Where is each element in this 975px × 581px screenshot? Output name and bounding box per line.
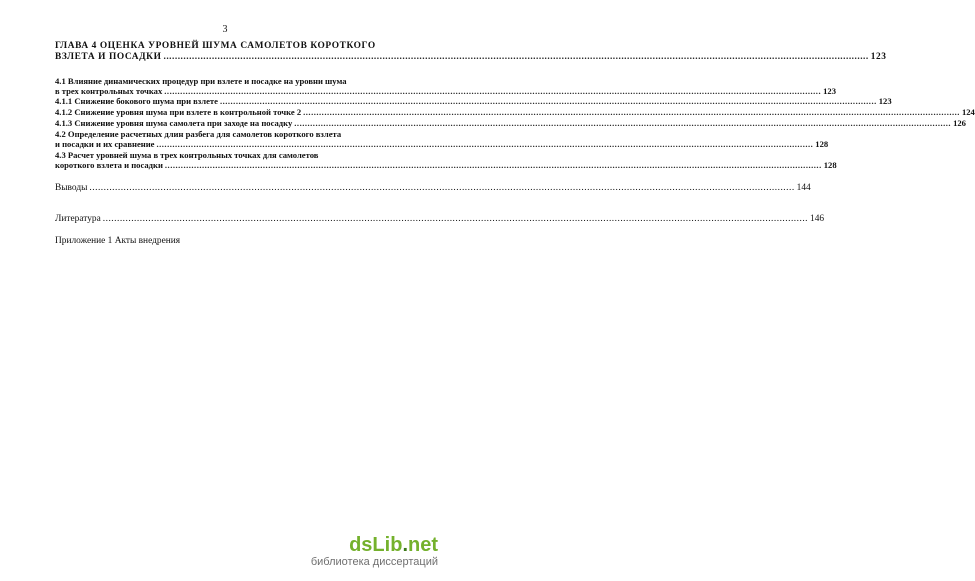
- toc-appendix[interactable]: [55, 236, 400, 246]
- leader-dots: [303, 107, 960, 117]
- logo-tld: net: [408, 534, 438, 556]
- dslib-logo: [311, 534, 438, 556]
- toc-appendix-text: Приложение 1 Акты внедрения: [55, 236, 181, 246]
- toc-section-4-2-line2: и посадки и их сравнение: [55, 139, 155, 149]
- toc-section-4-1-page: 123: [823, 86, 836, 96]
- toc-conclusions-page: 144: [796, 183, 811, 193]
- toc-section-4-1-1-text: 4.1.1 Снижение бокового шума при взлете: [55, 96, 218, 106]
- toc-section-4-3[interactable]: [55, 150, 837, 170]
- toc-chapter-4-line1: ГЛАВА 4 ОЦЕНКА УРОВНЕЙ ШУМА САМОЛЕТОВ КОРОТКОГО: [55, 41, 376, 51]
- toc-conclusions[interactable]: [55, 183, 811, 193]
- leader-dots: [103, 214, 808, 224]
- toc-section-4-2-page: 128: [815, 139, 829, 149]
- toc-section-4-3-line2: короткого взлета и посадки: [55, 160, 163, 170]
- leader-dots: [165, 160, 822, 170]
- toc-chapter-4-line2: ВЗЛЕТА И ПОСАДКИ: [55, 52, 162, 62]
- toc-section-4-1-3-page: 126: [953, 118, 966, 128]
- leader-dots: [163, 52, 868, 63]
- toc-section-4-1-3-text: 4.1.3 Снижение уровня шума самолета при заходе на посадку: [55, 118, 293, 128]
- logo-main: dsLib: [349, 534, 403, 556]
- toc-section-4-1-line1: 4.1 Влияние динамических процедур при взлете и посадке на уровни шума: [55, 76, 347, 86]
- logo-dot: .: [402, 534, 408, 556]
- leader-dots: [156, 139, 813, 149]
- leader-dots: [294, 118, 951, 128]
- toc-section-4-1-1-page: 123: [878, 96, 892, 106]
- dslib-watermark[interactable]: [311, 534, 438, 569]
- dslib-subtitle: библиотека диссертаций: [310, 556, 438, 568]
- leader-dots: [89, 183, 794, 193]
- toc-section-4-3-line1: 4.3 Расчет уровней шума в трех контрольных точках для самолетов: [55, 150, 319, 160]
- toc-section-4-2-line1: 4.2 Определение расчетных длин разбега для самолетов короткого взлета: [55, 129, 342, 139]
- toc-section-4-1-2-page: 124: [961, 107, 975, 117]
- toc-section-4-1[interactable]: [55, 76, 836, 96]
- toc-section-4-1-2[interactable]: [55, 107, 975, 117]
- toc-section-4-1-1[interactable]: [55, 96, 892, 106]
- toc-section-4-1-3[interactable]: [55, 118, 966, 128]
- toc-section-4-1-line2: в трех контрольных точках: [55, 86, 163, 96]
- toc-section-4-2[interactable]: [55, 129, 829, 149]
- toc-section-4-1-2-text: 4.1.2 Снижение уровня шума при взлете в контрольной точке 2: [55, 107, 302, 117]
- toc-literature-text: Литература: [55, 214, 101, 224]
- leader-dots: [164, 86, 821, 96]
- toc-literature[interactable]: [55, 214, 825, 224]
- toc-literature-page: 146: [810, 214, 825, 224]
- toc-section-4-3-page: 128: [823, 160, 837, 170]
- toc-chapter-4[interactable]: [55, 41, 887, 63]
- toc-chapter-4-page: 123: [870, 52, 887, 62]
- toc-conclusions-text: Выводы: [55, 183, 88, 193]
- leader-dots: [220, 96, 877, 106]
- page-number: 3: [222, 24, 228, 35]
